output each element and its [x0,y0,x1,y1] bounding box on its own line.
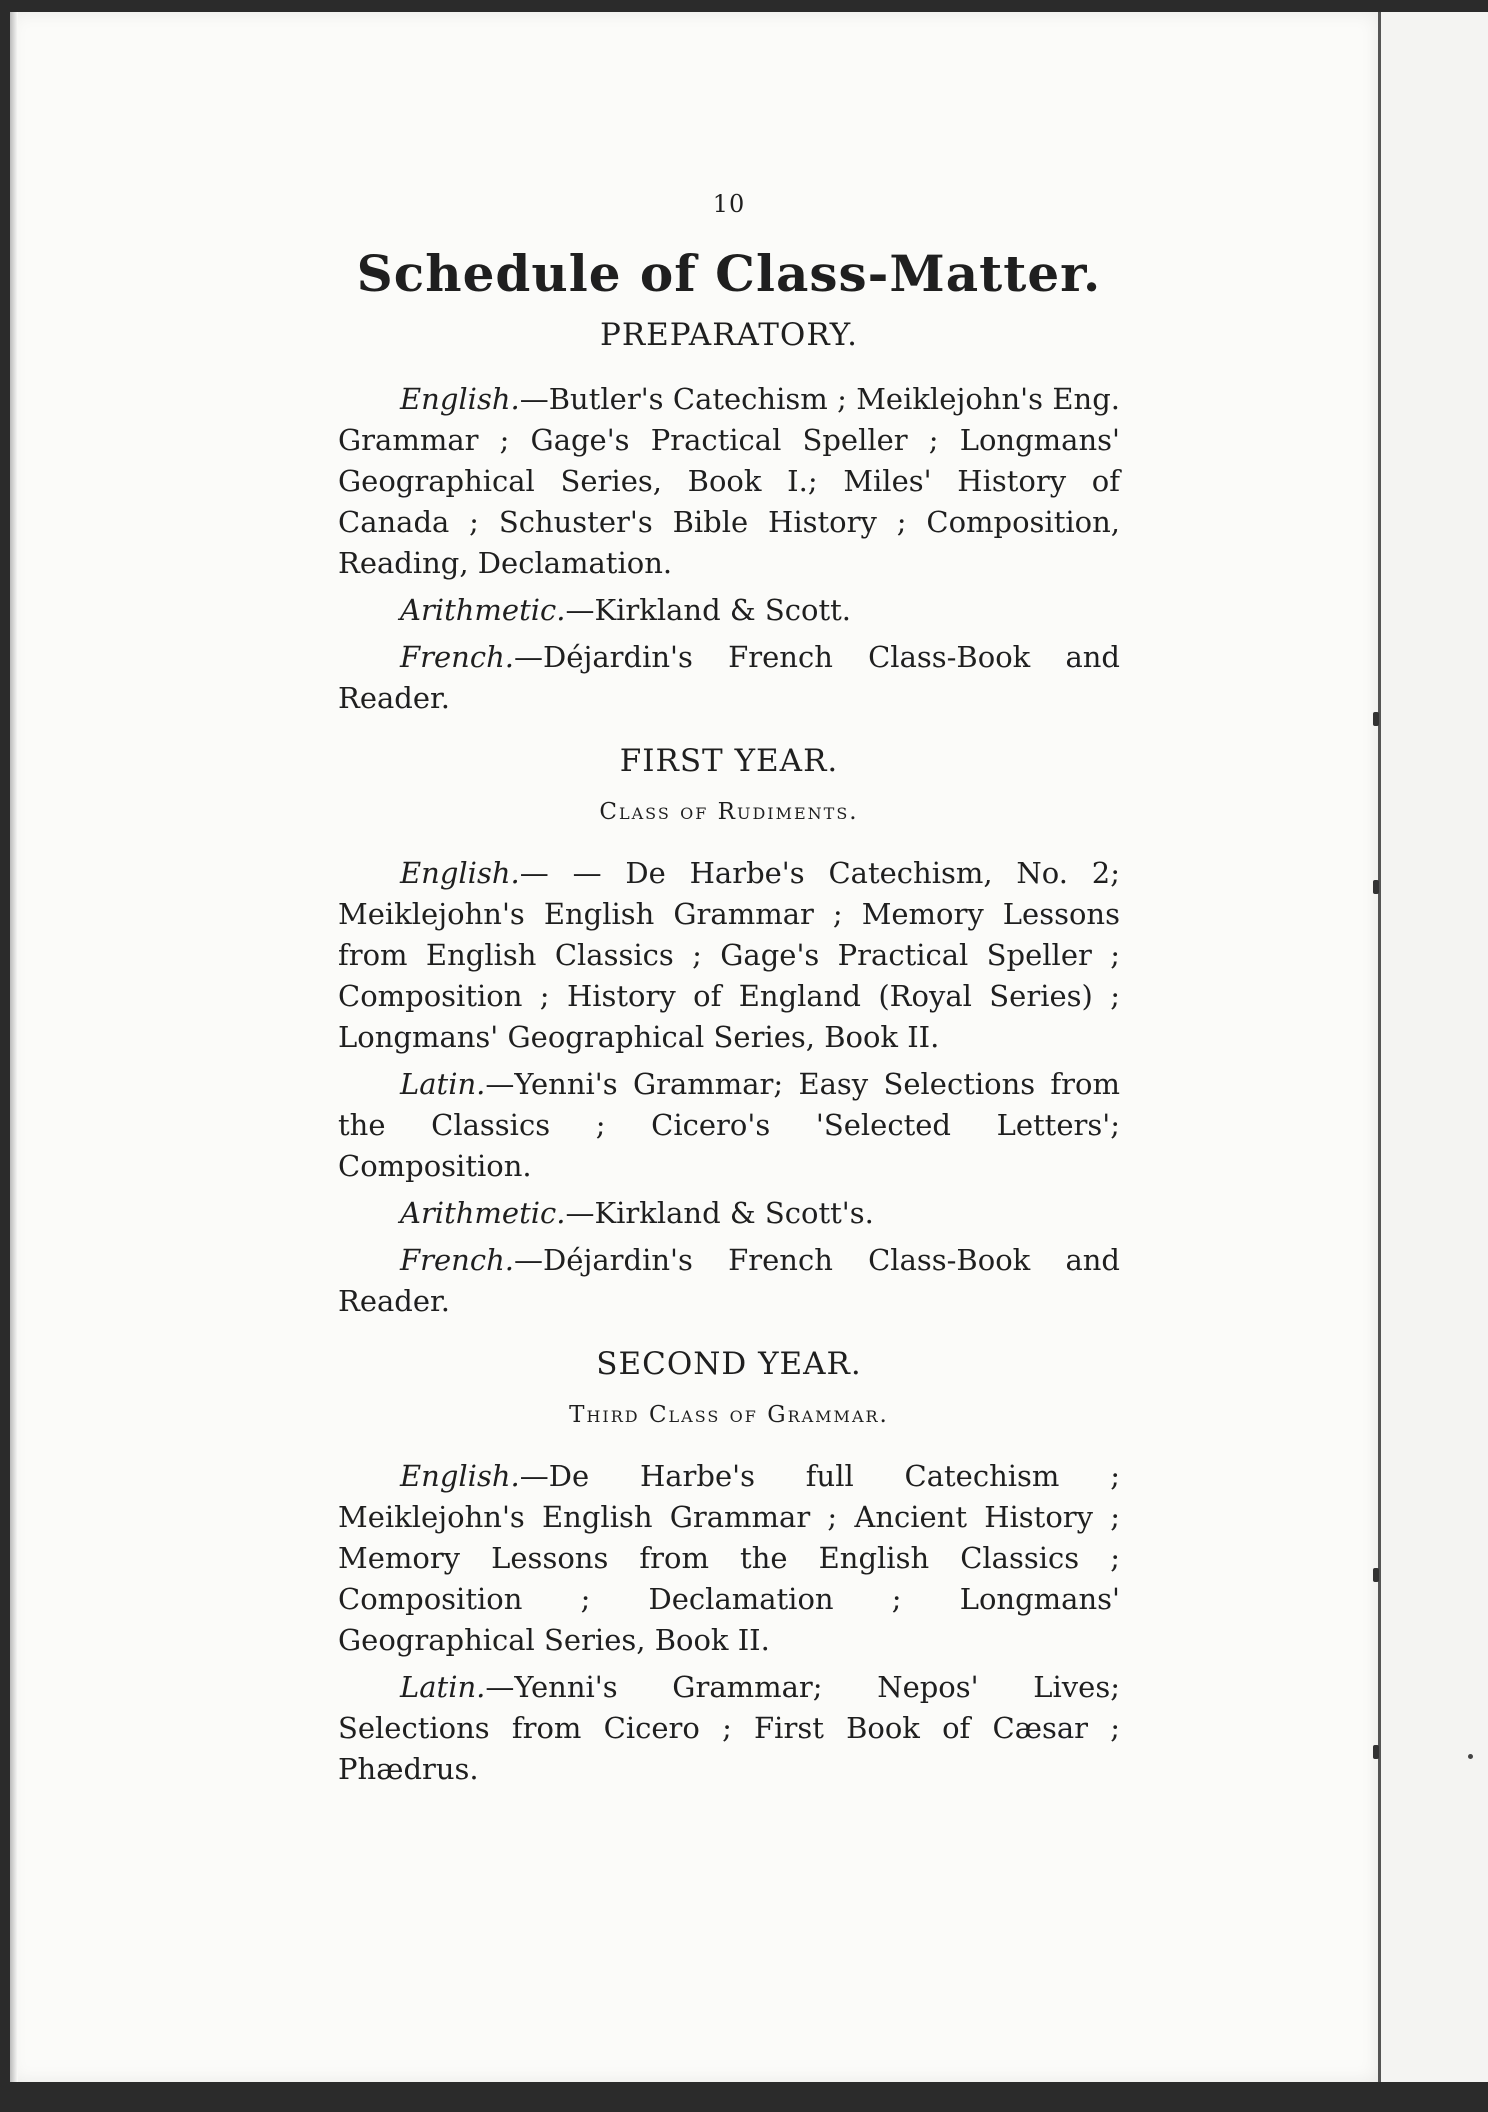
entry-latin [338,1667,1120,1790]
subject-label: Latin. [400,1670,486,1704]
margin-mark [1373,880,1379,894]
margin-mark [1373,1745,1379,1759]
page-title: Schedule of Class-Matter. [356,244,1102,303]
entry-latin [338,1064,1120,1187]
section-subheading: Class of Rudiments. [599,799,859,825]
entry-text: — — De Harbe's Catechism, No. 2; Meiklejohn's English Grammar ; Memory Lessons from English Classics ; Gage's Practical Speller ; Composition ; History of England (Royal Series) ; Longmans' Geographical Series, Book II. [338,856,1120,1054]
entry-arithmetic [338,1193,1120,1234]
section-heading: FIRST YEAR. [619,743,839,779]
entry-text: —Butler's Catechism ; Meiklejohn's Eng. Grammar ; Gage's Practical Speller ; Longmans' Geographical Series, Book I.; Miles' History of Canada ; Schuster's Bible History ; Composition, Reading, Declamation. [338,382,1120,580]
entry-english [338,853,1120,1058]
speck [1468,1754,1473,1759]
subject-label: Latin. [400,1067,486,1101]
entry-french [338,1240,1120,1322]
page-content [338,190,1120,1796]
subject-label: English. [400,382,520,416]
entry-text: —Déjardin's French Class-Book and Reader. [338,640,1120,715]
subject-label: English. [400,1459,520,1493]
page-number: 10 [712,190,746,218]
entry-english [338,379,1120,584]
subject-label: French. [400,640,514,674]
entry-arithmetic [338,590,1120,631]
margin-mark [1373,712,1379,726]
subject-label: French. [400,1243,514,1277]
entry-text: —Kirkland & Scott's. [565,1196,874,1230]
section-subheading: Third Class of Grammar. [569,1402,889,1428]
section-heading: PREPARATORY. [599,317,859,353]
section-preparatory [338,317,1120,719]
entry-text: —Yenni's Grammar; Easy Selections from the Classics ; Cicero's 'Selected Letters'; Composition. [338,1067,1120,1183]
page-left-edge [10,12,18,2082]
subject-label: English. [400,856,520,890]
entry-text: —De Harbe's full Catechism ; Meiklejohn's English Grammar ; Ancient History ; Memory Lessons from the English Classics ; Composition ; Declamation ; Longmans' Geographical Series, Book II. [338,1459,1120,1657]
section-second-year [338,1346,1120,1790]
subject-label: Arithmetic. [400,1196,566,1230]
section-heading: SECOND YEAR. [596,1346,862,1382]
entry-french [338,637,1120,719]
entry-text: —Kirkland & Scott. [565,593,851,627]
section-first-year [338,743,1120,1322]
entry-text: —Déjardin's French Class-Book and Reader. [338,1243,1120,1318]
entry-text: —Yenni's Grammar; Nepos' Lives; Selections from Cicero ; First Book of Cæsar ; Phædrus. [338,1670,1120,1786]
margin-mark [1373,1568,1379,1582]
subject-label: Arithmetic. [400,593,566,627]
adjacent-page-strip [1378,12,1488,2082]
entry-english [338,1456,1120,1661]
